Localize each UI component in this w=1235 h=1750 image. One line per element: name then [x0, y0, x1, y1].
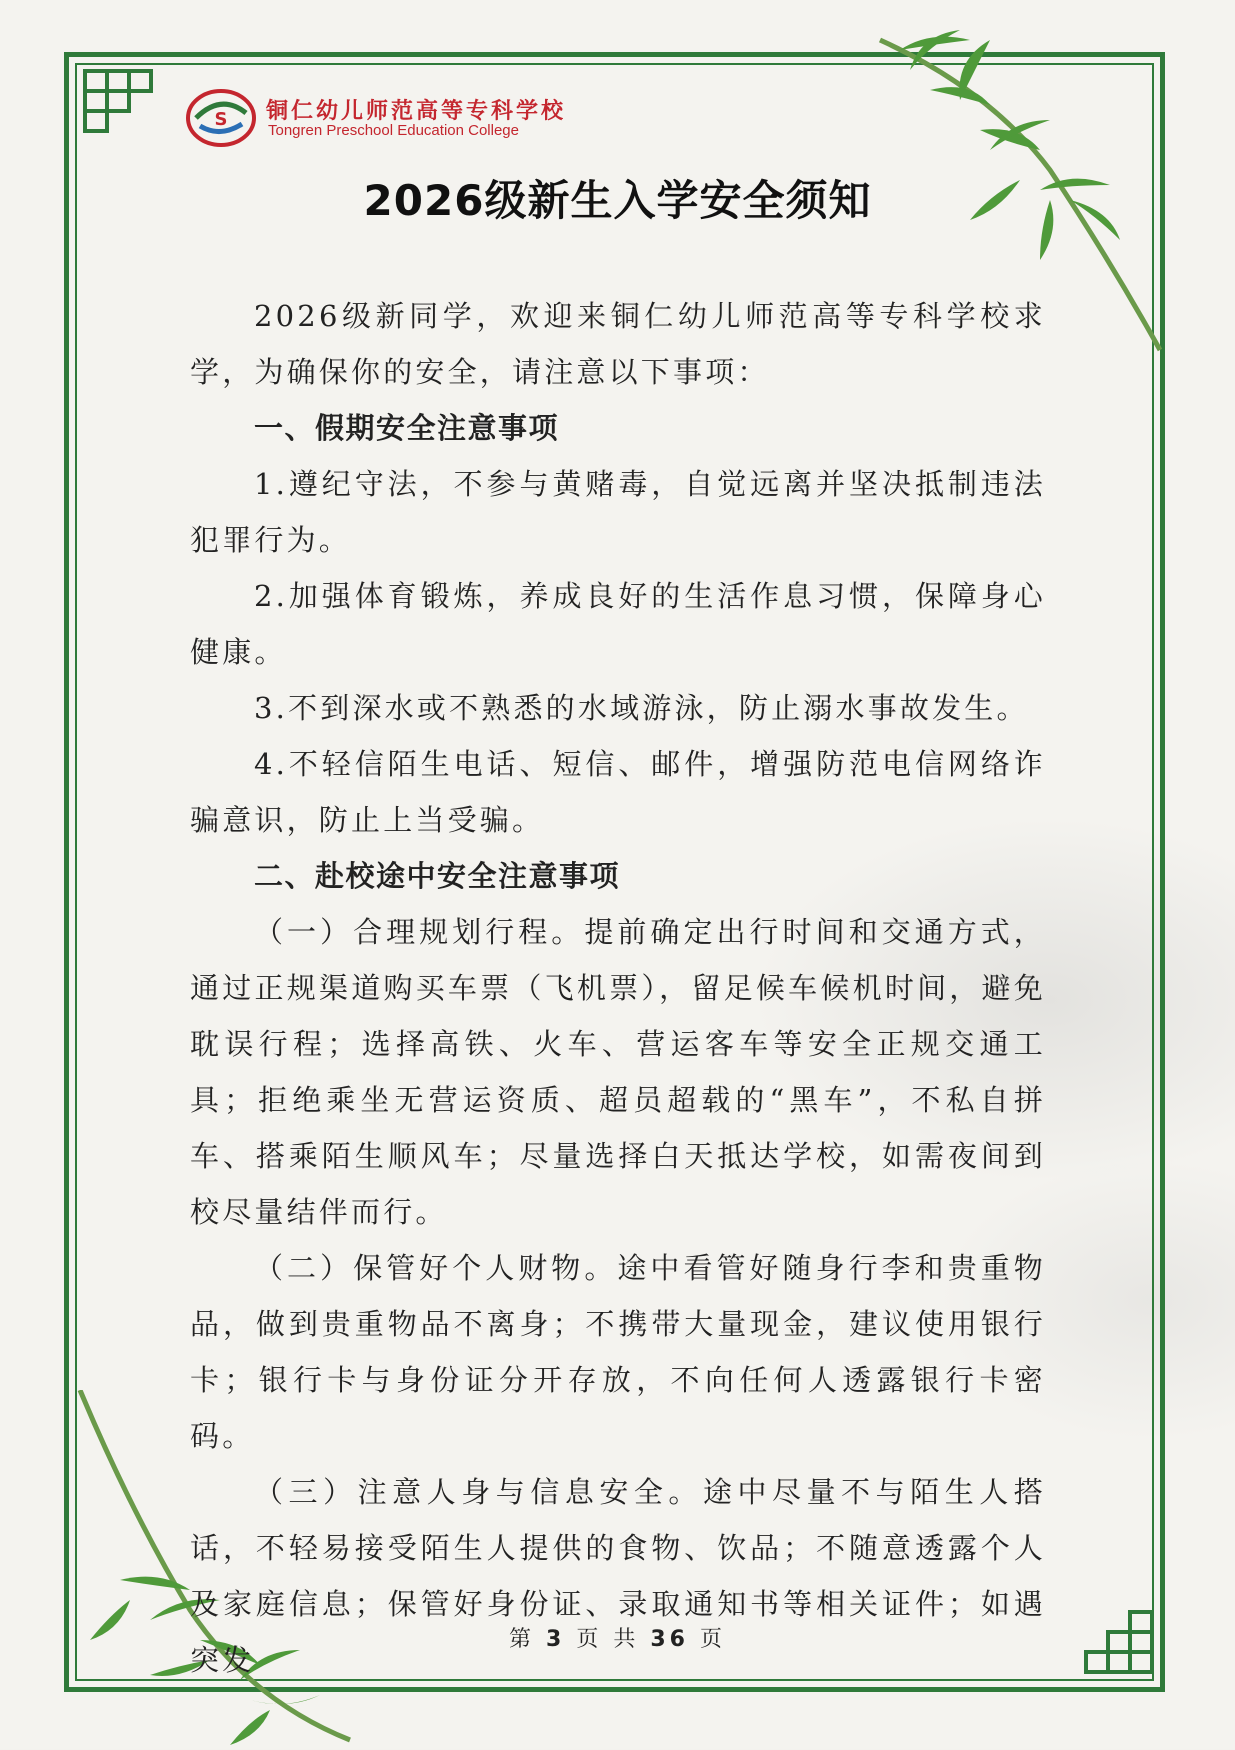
school-emblem-icon: [186, 88, 256, 148]
lattice-corner-top-left: [71, 59, 161, 139]
body-paragraph: （二）保管好个人财物。途中看管好随身行李和贵重物品，做到贵重物品不离身；不携带大量现金，建议使用银行卡；银行卡与身份证分开存放，不向任何人透露银行卡密码。: [190, 1251, 1046, 1453]
logo-english-name: Tongren Preschool Education College: [268, 122, 519, 139]
svg-text:S: S: [214, 109, 228, 130]
section-heading-travel-safety: 二、赴校途中安全注意事项: [254, 859, 621, 893]
body-paragraph: （三）注意人身与信息安全。途中尽量不与陌生人搭话，不轻易接受陌生人提供的食物、饮品；不随意透露个人及家庭信息；保管好身份证、录取通知书等相关证件；如遇突发: [190, 1475, 1046, 1677]
page-number-middle: 页 共: [576, 1627, 640, 1652]
page-number-prefix: 第: [509, 1627, 536, 1652]
intro-paragraph: 2026级新同学，欢迎来铜仁幼儿师范高等专科学校求学，为确保你的安全，请注意以下事项：: [190, 299, 1046, 389]
list-item: 1.遵纪守法，不参与黄赌毒，自觉远离并坚决抵制违法犯罪行为。: [190, 467, 1046, 557]
section-heading-holiday-safety: 一、假期安全注意事项: [254, 411, 560, 445]
list-item: 2.加强体育锻炼，养成良好的生活作息习惯，保障身心健康。: [190, 579, 1046, 669]
logo-chinese-name: 铜仁幼儿师范高等专科学校: [266, 98, 567, 124]
page-number: [0, 1622, 1235, 1653]
page-number-suffix: 页: [699, 1627, 726, 1652]
page-number-current: 3: [546, 1627, 566, 1652]
document-body: [190, 288, 1046, 1688]
list-item: 4.不轻信陌生电话、短信、邮件，增强防范电信网络诈骗意识，防止上当受骗。: [190, 747, 1046, 837]
page-number-total: 36: [650, 1627, 689, 1652]
school-logo: [186, 88, 576, 148]
body-paragraph: （一）合理规划行程。提前确定出行时间和交通方式，通过正规渠道购买车票（飞机票），留足候车候机时间，避免耽误行程；选择高铁、火车、营运客车等安全正规交通工具；拒绝乘坐无营运资质、超员超载的“黑车”，不私自拼车、搭乘陌生顺风车；尽量选择白天抵达学校，如需夜间到校尽量结伴而行。: [190, 915, 1046, 1229]
document-title: 2026级新生入学安全须知: [363, 176, 872, 225]
list-item: 3.不到深水或不熟悉的水域游泳，防止溺水事故发生。: [254, 691, 1029, 725]
